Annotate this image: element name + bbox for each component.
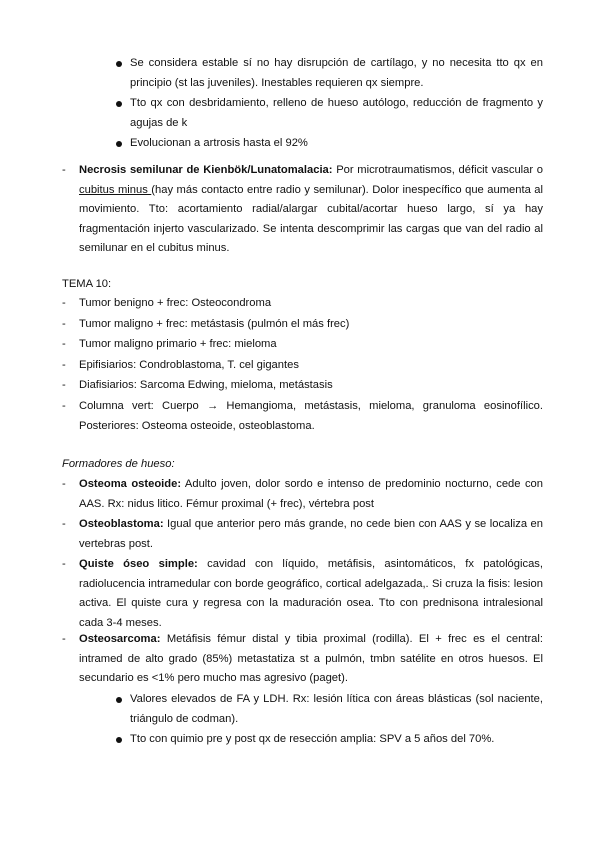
bullet-icon: [116, 61, 122, 67]
kienbock-text-b: (hay más contacto entre radio y semilunar). Dolor inespecífico que aumenta al movimiento. Tto: acortamiento radial/alargar cubital/acortar hueso largo, sí ya hay fragmentación injerto vascularizado. Se intenta descomprimir las cargas que van del radio al semilunar en el cubitus minus.: [79, 183, 543, 254]
bullet-text: Tto qx con desbridamiento, relleno de hueso autólogo, reducción de fragmento y agujas de k: [130, 97, 543, 129]
sub-bullet-text: Tto con quimio pre y post qx de resección amplia: SPV a 5 años del 70%.: [130, 733, 495, 745]
list-item: Tumor maligno primario + frec: mieloma: [79, 338, 277, 350]
item-title: Osteoma osteoide:: [79, 478, 182, 490]
list-item: [79, 555, 543, 633]
list-item: [79, 475, 543, 514]
item-text: Igual que anterior pero más grande, no cede bien con AAS y se localiza en vertebras post.: [79, 518, 543, 550]
list-item: [79, 630, 543, 689]
item-title: Osteoblastoma:: [79, 518, 164, 530]
list-item: Tumor maligno + frec: metástasis (pulmón el más frec): [79, 318, 350, 330]
section-heading-tema10: TEMA 10:: [62, 278, 112, 290]
item-text: Metáfisis fémur distal y tibia proximal (rodilla). El + frec es el central: intramed de alto grado (85%) metastatiza st a pulmón, tmbn satélite en otros huesos. El secundario es <1% pero mucho mas agresivo (paget).: [79, 633, 543, 684]
list-dash: -: [62, 164, 66, 176]
item-text: cavidad con líquido, metáfisis, asintomáticos, fx patológicas, radiolucencia intramedular con borde geográfico, cortical adelgazada,. Si cruza la fisis: lesion activa. El quiste cura y regresa con la maduración osea. Tto con prednisona intralesional cada 3-4 meses.: [79, 558, 544, 629]
list-dash: -: [62, 338, 66, 350]
list-dash: -: [62, 558, 66, 570]
kienbock-title: Necrosis semilunar de Kienbök/Lunatomalacia:: [79, 164, 333, 176]
section-heading-formadores: Formadores de hueso:: [62, 458, 175, 470]
bullet-text: Se considera estable sí no hay disrupción de cartílago, y no necesita tto qx en principio (st las juveniles). Inestables requieren qx siempre.: [130, 57, 543, 89]
bullet-icon: [116, 101, 122, 107]
list-item: Epifisiarios: Condroblastoma, T. cel gigantes: [79, 359, 299, 371]
bullet-text: Evolucionan a artrosis hasta el 92%: [130, 137, 308, 149]
list-item: Diafisiarios: Sarcoma Edwing, mieloma, metástasis: [79, 379, 333, 391]
list-item: Tumor benigno + frec: Osteocondroma: [79, 297, 272, 309]
item-text: Adulto joven, dolor sordo e intenso de predominio nocturno, cede con AAS. Rx: nidus litico. Fémur proximal (+ frec), vértebra post: [79, 478, 543, 510]
list-dash: -: [62, 518, 66, 530]
item-title: Quiste óseo simple:: [79, 558, 198, 570]
kienbock-text-a: Por microtraumatismos, déficit vascular o: [332, 164, 544, 176]
list-item: Columna vert: Cuerpo → Hemangioma, metástasis, mieloma, granuloma eosinofílico. Posteriores: Osteoma osteoide, osteoblastoma.: [79, 400, 543, 432]
list-dash: -: [62, 379, 66, 391]
bullet-icon: [116, 141, 122, 147]
list-dash: -: [62, 297, 66, 309]
list-dash: -: [62, 318, 66, 330]
cubitus-minus-underlined: cubitus minus: [79, 183, 152, 196]
sub-bullet-text: Valores elevados de FA y LDH. Rx: lesión lítica con áreas blásticas (sol naciente, triángulo de codman).: [130, 693, 543, 725]
item-title: Osteosarcoma:: [79, 633, 161, 645]
kienbock-paragraph: [79, 161, 543, 259]
list-item: [79, 515, 543, 554]
list-dash: -: [62, 478, 66, 490]
bullet-icon: [116, 697, 122, 703]
list-dash: -: [62, 400, 66, 412]
list-dash: -: [62, 359, 66, 371]
list-dash: -: [62, 633, 66, 645]
bullet-icon: [116, 737, 122, 743]
